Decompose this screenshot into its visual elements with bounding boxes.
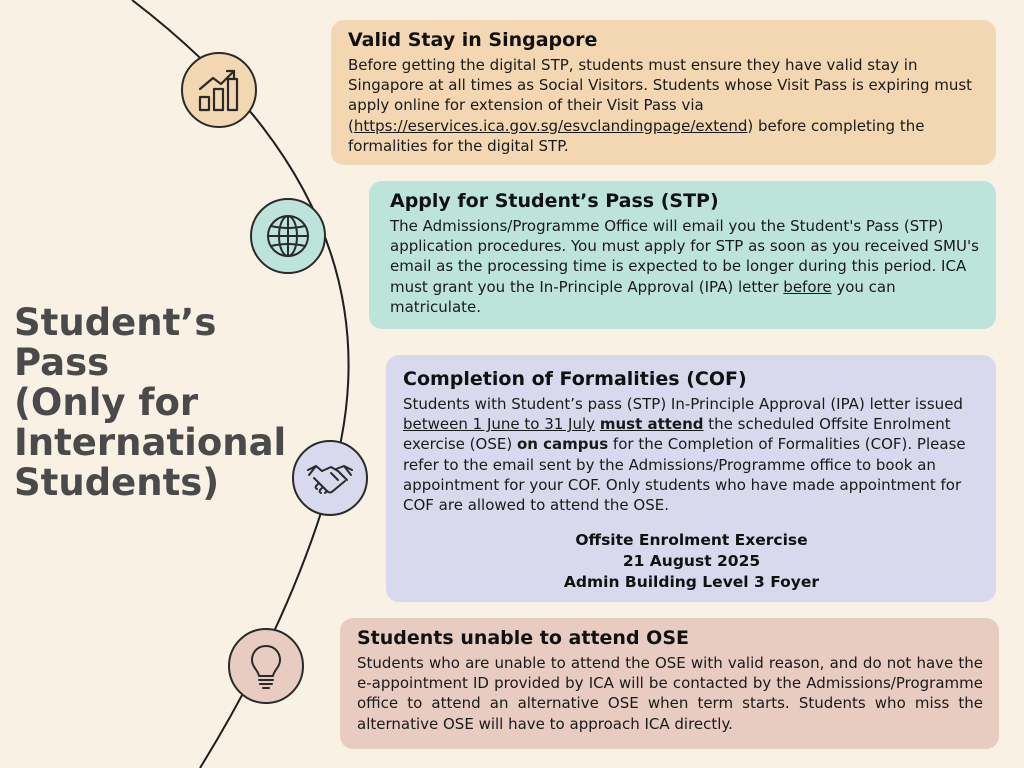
valid-stay-text-part: Before getting the digital STP, students must ensure they have valid stay in Singapore at all times as Social Visitors. Students whose Visit Pass is expiring must apply online for extension of their Visit Pass via (	[348, 56, 973, 135]
on-campus-emphasis: on campus	[516, 435, 609, 454]
ose-unable-heading: Students unable to attend OSE	[357, 627, 689, 649]
ose-event-details	[403, 530, 980, 593]
ica-extension-link[interactable]: https://eservices.ica.gov.sg/esvclandingpage/extend	[353, 116, 748, 135]
apply-stp-text-part: you can matriculate.	[390, 277, 896, 316]
cof-date-range: between 1 June to 31 July	[403, 415, 596, 434]
cof-heading: Completion of Formalities (COF)	[403, 368, 747, 390]
before-emphasis: before	[783, 277, 832, 296]
lightbulb-icon	[228, 628, 304, 704]
ose-event-date: 21 August 2025	[622, 552, 761, 571]
cof-text	[403, 394, 980, 515]
ose-event-venue: Admin Building Level 3 Foyer	[563, 573, 820, 592]
cof-text-part: Students with Student’s pass (STP) In-Principle Approval (IPA) letter issued	[403, 395, 963, 413]
unable-to-attend-ose-card	[340, 618, 999, 749]
valid-stay-text-part: ) before completing the formalities for the digital STP.	[348, 116, 925, 155]
cof-text-part: for the Completion of Formalities (COF). Please refer to the email sent by the Admissions/Programme office to book an appointment for your COF. Only students who have made appointment for COF are allowed to attend the OSE.	[403, 435, 966, 515]
globe-icon	[250, 198, 326, 274]
page-title-line: Students)	[14, 461, 220, 504]
ose-unable-text: Students who are unable to attend the OSE with valid reason, and do not have the e-appointment ID provided by ICA will be contacted by the Admissions/Programme office to attend an alternative OSE when term starts. Students who miss the alternative OSE will have to approach ICA directly.	[357, 654, 983, 733]
ose-event-name: Offsite Enrolment Exercise	[575, 531, 808, 550]
valid-stay-card	[331, 20, 996, 165]
page-title-line: (Only for	[14, 381, 199, 424]
apply-stp-card	[369, 181, 996, 329]
page-title-line: Student’s Pass	[14, 301, 217, 384]
cof-text-part: the scheduled Offsite Enrolment exercise (OSE)	[403, 415, 951, 454]
valid-stay-heading: Valid Stay in Singapore	[348, 29, 598, 51]
page-title-line: International	[14, 421, 287, 464]
completion-of-formalities-card	[386, 355, 996, 602]
handshake-icon	[292, 440, 368, 516]
bar-chart-growth-icon	[181, 52, 257, 128]
apply-stp-heading: Apply for Student’s Pass (STP)	[390, 190, 719, 212]
valid-stay-text	[348, 55, 980, 156]
page-title	[14, 303, 314, 503]
must-attend-emphasis: must attend	[599, 415, 704, 434]
apply-stp-text	[390, 216, 980, 317]
apply-stp-text-part: The Admissions/Programme Office will email you the Student's Pass (STP) application procedures. You must apply for STP as soon as you received SMU's email as the processing time is expected to be longer during this period. ICA must grant you the In-Principle Approval (IPA) letter	[390, 217, 979, 296]
